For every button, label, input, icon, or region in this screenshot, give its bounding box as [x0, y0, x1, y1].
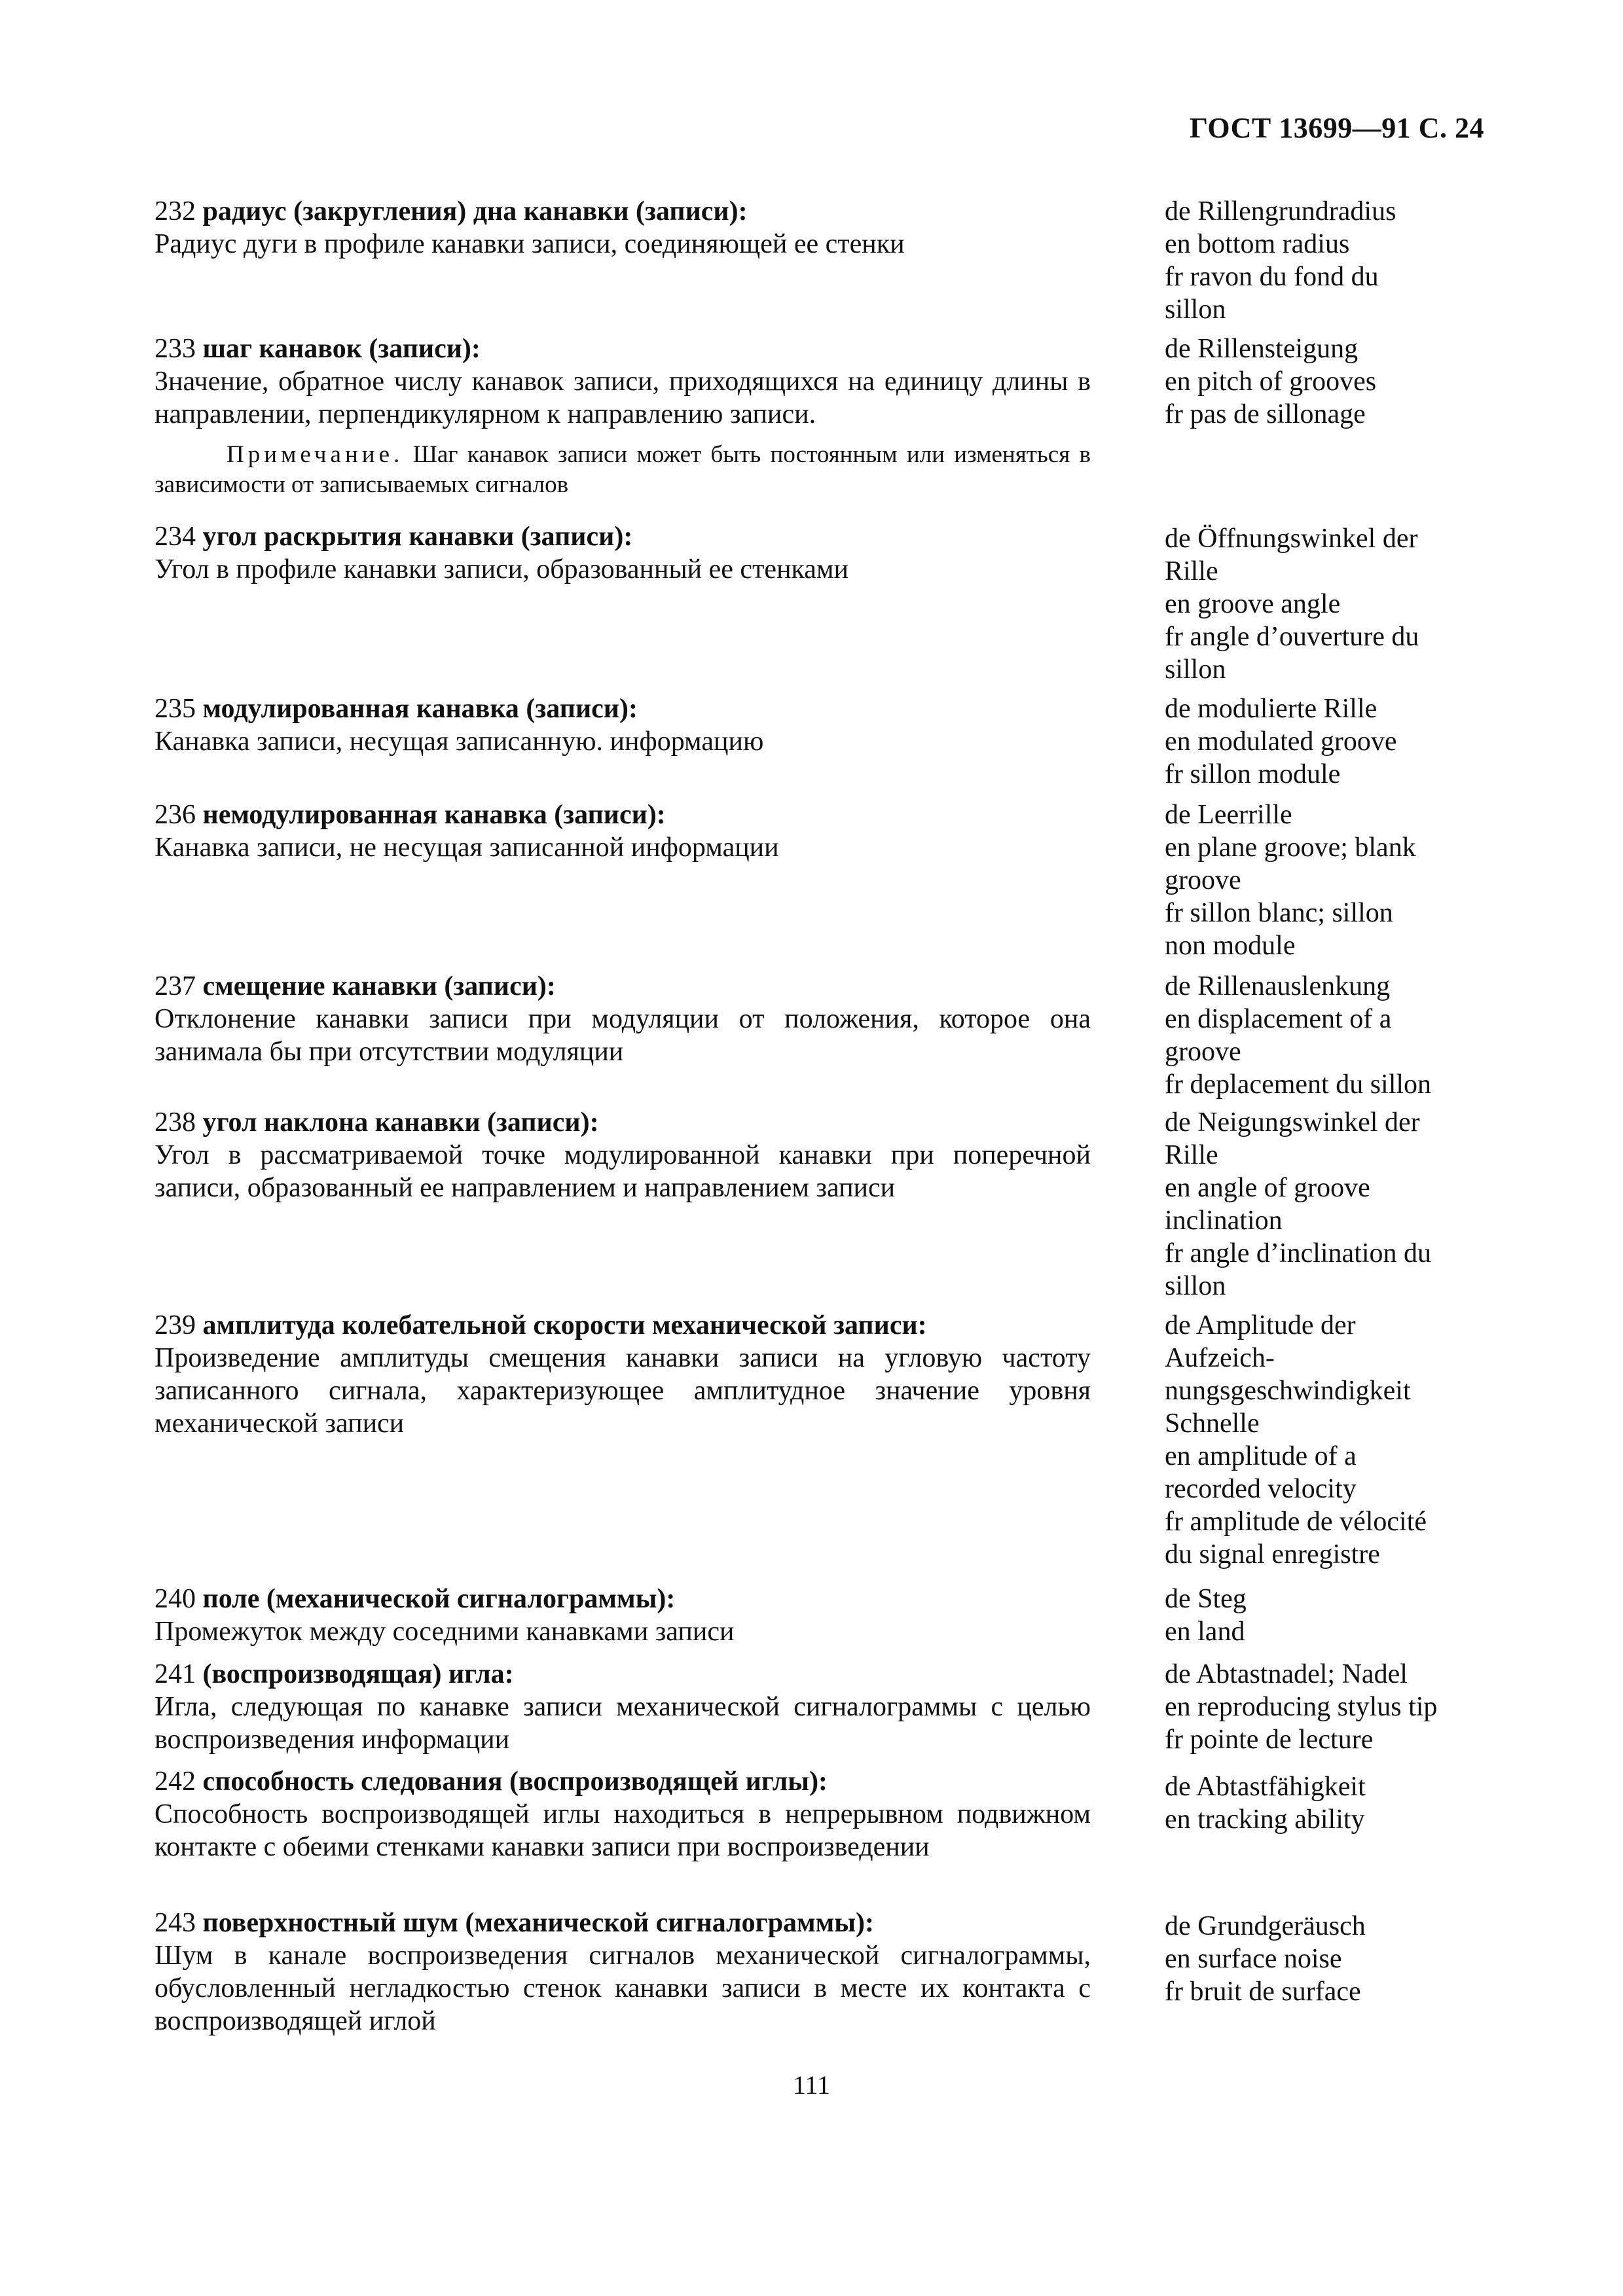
- equivalent-line: fr deplacement du sillon: [1165, 1069, 1432, 1100]
- entry-term: (воспроизводящая) игла:: [202, 1659, 514, 1689]
- entry-russian: [155, 692, 1091, 758]
- entry-definition: Игла, следующая по канавке записи механической сигналограммы с целью воспроизведения информации: [155, 1692, 1091, 1755]
- entry-number: 242: [155, 1767, 196, 1797]
- entry-number: 239: [155, 1310, 196, 1340]
- equivalent-line: fr ravon du fond du: [1165, 262, 1379, 292]
- entry-term: способность следования (воспроизводящей иглы):: [202, 1767, 828, 1797]
- entry-definition: Угол в рассматриваемой точке модулированной канавки при поперечной записи, образованный ее направлением и направлением записи: [155, 1140, 1091, 1203]
- entry-equivalents: [1165, 1770, 1505, 1836]
- equivalent-line: de Rillengrundradius: [1165, 196, 1396, 226]
- entry-number: 233: [155, 334, 196, 364]
- equivalent-line: en bottom radius: [1165, 229, 1350, 259]
- equivalent-line: fr bruit de surface: [1165, 1977, 1361, 2007]
- page-number: 111: [792, 2070, 831, 2100]
- equivalent-line: fr sillon blanc; sillon: [1165, 898, 1393, 928]
- entry-term: немодулированная канавка (записи):: [202, 800, 666, 830]
- equivalent-line: de Rillenauslenkung: [1165, 971, 1391, 1001]
- entry-term: шаг канавок (записи):: [202, 334, 481, 364]
- equivalent-line: de Grundgeräusch: [1165, 1911, 1366, 1941]
- note-text: Шаг канавок записи может быть постоянным или изменяться в зависимости от записываемых сигналов: [155, 441, 1091, 498]
- entry-number: 241: [155, 1659, 196, 1689]
- entry-russian: [155, 1583, 1091, 1648]
- equivalent-line: fr angle d’ouverture du: [1165, 622, 1419, 652]
- entry-definition: Значение, обратное числу канавок записи, приходящихся на единицу длины в направлении, перпендикулярном к направлению записи.: [155, 367, 1091, 429]
- entry-term: амплитуда колебательной скорости механической записи:: [202, 1310, 927, 1340]
- entry-term: поверхностный шум (механической сигналограммы):: [202, 1908, 875, 1938]
- equivalent-line: en groove angle: [1165, 589, 1341, 619]
- entry-number: 240: [155, 1584, 196, 1614]
- entry-equivalents: [1165, 692, 1505, 791]
- equivalent-line: nungsgeschwindigkeit: [1165, 1376, 1411, 1406]
- equivalent-line: de Amplitude der: [1165, 1310, 1356, 1340]
- entry-equivalents: [1165, 970, 1505, 1101]
- entry-number: 238: [155, 1107, 196, 1138]
- equivalent-line: recorded velocity: [1165, 1474, 1357, 1504]
- entry-number: 236: [155, 800, 196, 830]
- entry-equivalents: [1165, 522, 1505, 686]
- entry-equivalents: [1165, 1309, 1505, 1571]
- equivalent-line: fr pas de sillonage: [1165, 399, 1366, 429]
- entry-number: 243: [155, 1908, 196, 1938]
- equivalent-line: Schnelle: [1165, 1408, 1260, 1439]
- entry-note: [155, 440, 1091, 500]
- equivalent-line: inclination: [1165, 1206, 1283, 1236]
- entry-equivalents: [1165, 1106, 1505, 1302]
- entry-term: радиус (закругления) дна канавки (записи):: [202, 196, 748, 226]
- equivalent-line: de Neigungswinkel der: [1165, 1107, 1420, 1138]
- entry-definition: Способность воспроизводящей иглы находиться в непрерывном подвижном контакте с обеими стенками канавки записи при воспроизведении: [155, 1799, 1091, 1862]
- equivalent-line: groove: [1165, 1037, 1241, 1067]
- equivalent-line: en angle of groove: [1165, 1173, 1370, 1203]
- entry-definition: Произведение амплитуды смещения канавки записи на угловую частоту записанного сигнала, характеризующее амплитудное значение уровня механической записи: [155, 1343, 1091, 1439]
- equivalent-line: de Rillensteigung: [1165, 334, 1359, 364]
- equivalent-line: en modulated groove: [1165, 726, 1397, 757]
- entry-equivalents: [1165, 798, 1505, 962]
- entry-russian: [155, 970, 1091, 1068]
- entry-definition: Канавка записи, не несущая записанной информации: [155, 833, 779, 863]
- equivalent-line: sillon: [1165, 655, 1226, 685]
- entry-term: смещение канавки (записи):: [202, 971, 556, 1001]
- equivalent-line: en reproducing stylus tip: [1165, 1692, 1438, 1722]
- equivalent-line: en surface noise: [1165, 1944, 1342, 1974]
- entry-definition: Канавка записи, несущая записанную. информацию: [155, 726, 764, 757]
- equivalent-line: de Steg: [1165, 1584, 1247, 1614]
- equivalent-line: de Öffnungswinkel der: [1165, 524, 1418, 554]
- entry-number: 235: [155, 694, 196, 724]
- entry-definition: Шум в канале воспроизведения сигналов механической сигналограммы, обусловленный негладкостью стенок канавки записи в месте их контакта с воспроизводящей иглой: [155, 1941, 1091, 2036]
- entry-number: 234: [155, 522, 196, 552]
- entry-definition: Радиус дуги в профиле канавки записи, соединяющей ее стенки: [155, 229, 905, 259]
- equivalent-line: fr sillon module: [1165, 759, 1341, 789]
- equivalent-line: en displacement of a: [1165, 1004, 1392, 1034]
- entry-number: 237: [155, 971, 196, 1001]
- entry-equivalents: [1165, 332, 1505, 431]
- entry-term: модулированная канавка (записи):: [202, 694, 638, 724]
- entry-russian: [155, 195, 1091, 260]
- entry-equivalents: [1165, 195, 1505, 326]
- entry-number: 232: [155, 196, 196, 226]
- entry-russian: [155, 1309, 1091, 1440]
- equivalent-line: en land: [1165, 1617, 1245, 1647]
- equivalent-line: fr angle d’inclination du: [1165, 1238, 1432, 1268]
- entry-equivalents: [1165, 1658, 1505, 1756]
- equivalent-line: fr amplitude de vélocité: [1165, 1507, 1427, 1537]
- entry-russian: [155, 1765, 1091, 1863]
- entry-russian: [155, 798, 1091, 864]
- equivalent-line: de Leerrille: [1165, 800, 1292, 830]
- equivalent-line: sillon: [1165, 295, 1226, 325]
- document-header: ГОСТ 13699—91 С. 24: [1189, 112, 1484, 144]
- entry-definition: Угол в профиле канавки записи, образованный ее стенками: [155, 554, 849, 584]
- equivalent-line: Aufzeich-: [1165, 1343, 1275, 1373]
- equivalent-line: groove: [1165, 865, 1241, 895]
- entry-russian: [155, 1658, 1091, 1756]
- entry-russian: [155, 1106, 1091, 1204]
- equivalent-line: en plane groove; blank: [1165, 833, 1416, 863]
- equivalent-line: fr pointe de lecture: [1165, 1725, 1374, 1755]
- entry-term: поле (механической сигналограммы):: [202, 1584, 676, 1614]
- entry-term: угол наклона канавки (записи):: [202, 1107, 599, 1138]
- equivalent-line: non module: [1165, 931, 1296, 961]
- equivalent-line: en amplitude of a: [1165, 1441, 1357, 1471]
- note-label: Примечание.: [227, 441, 404, 468]
- equivalent-line: Rille: [1165, 1140, 1218, 1170]
- equivalent-line: Rille: [1165, 556, 1218, 586]
- equivalent-line: sillon: [1165, 1271, 1226, 1301]
- equivalent-line: de Abtastnadel; Nadel: [1165, 1659, 1408, 1689]
- entry-equivalents: [1165, 1583, 1505, 1648]
- equivalent-line: en pitch of grooves: [1165, 367, 1377, 397]
- entry-term: угол раскрытия канавки (записи):: [202, 522, 633, 552]
- entry-definition: Промежуток между соседними канавками записи: [155, 1617, 735, 1647]
- equivalent-line: de Abtastfähigkeit: [1165, 1772, 1366, 1802]
- equivalent-line: en tracking ability: [1165, 1804, 1365, 1835]
- entry-definition: Отклонение канавки записи при модуляции от положения, которое она занимала бы при отсутствии модуляции: [155, 1004, 1091, 1067]
- equivalent-line: du signal enregistre: [1165, 1539, 1380, 1570]
- equivalent-line: de modulierte Rille: [1165, 694, 1377, 724]
- entry-russian: [155, 332, 1091, 500]
- entry-russian: [155, 520, 1091, 586]
- entry-equivalents: [1165, 1910, 1505, 2008]
- entry-russian: [155, 1907, 1091, 2037]
